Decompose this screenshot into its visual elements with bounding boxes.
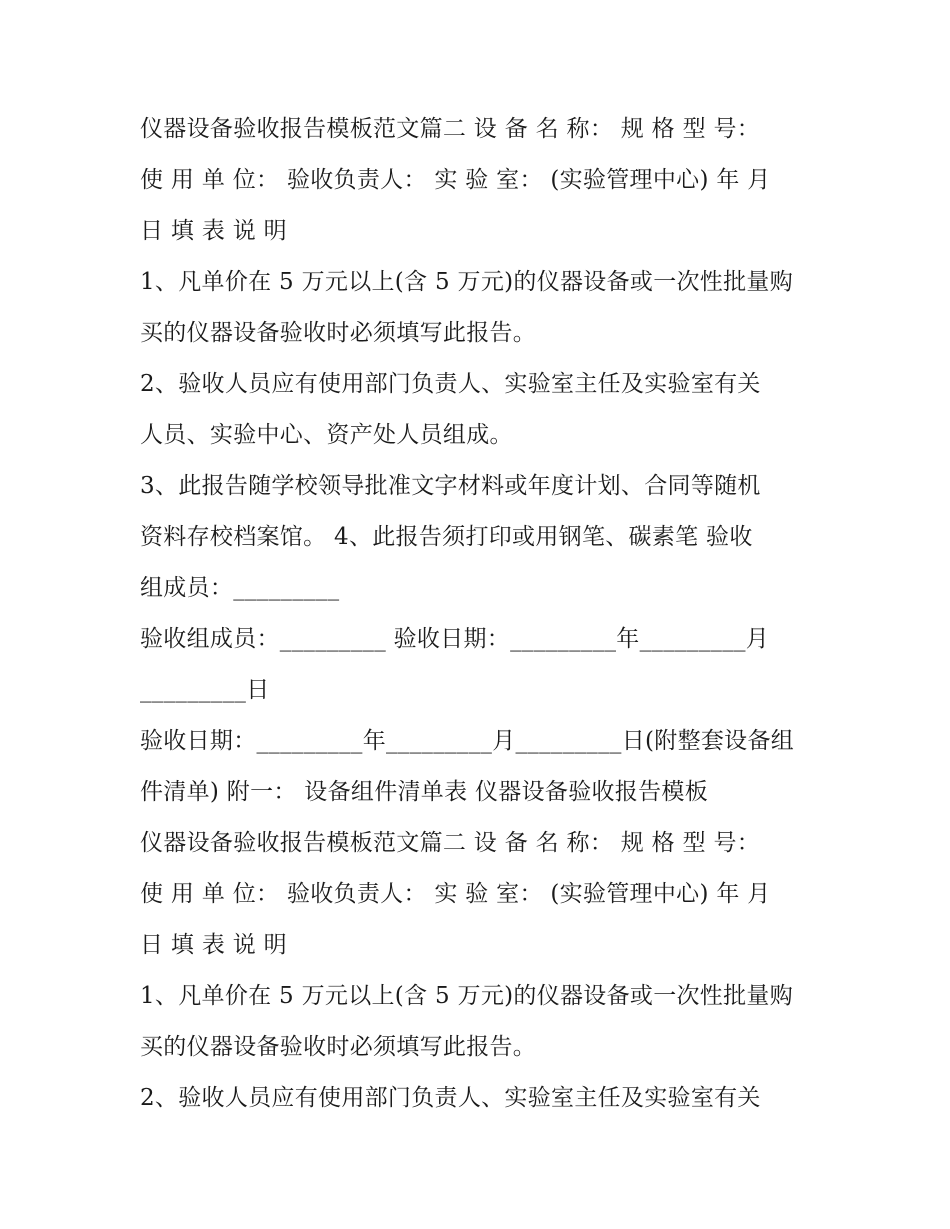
- text-line: 组成员：_________: [140, 575, 340, 601]
- text-line: 件清单) 附一： 设备组件清单表 仪器设备验收报告模板: [140, 779, 709, 805]
- text-line: _________日: [140, 677, 270, 703]
- text-line: 2、验收人员应有使用部门负责人、实验室主任及实验室有关: [140, 371, 761, 397]
- text-line: 使 用 单 位： 验收负责人： 实 验 室： (实验管理中心) 年 月: [140, 167, 771, 193]
- text-line: 仪器设备验收报告模板范文篇二 设 备 名 称： 规 格 型 号：: [140, 116, 761, 142]
- text-line: 日 填 表 说 明: [140, 218, 287, 244]
- text-line: 买的仪器设备验收时必须填写此报告。: [140, 320, 537, 346]
- document-body: [140, 104, 820, 1124]
- text-line: 买的仪器设备验收时必须填写此报告。: [140, 1034, 537, 1060]
- text-line: 验收组成员：_________ 验收日期：_________年_________月: [140, 626, 770, 652]
- text-line: 2、验收人员应有使用部门负责人、实验室主任及实验室有关: [140, 1085, 761, 1111]
- text-line: 日 填 表 说 明: [140, 932, 287, 958]
- text-line: 3、此报告随学校领导批准文字材料或年度计划、合同等随机: [140, 473, 761, 499]
- text-line: 验收日期：_________年_________月_________日(附整套设备组: [140, 728, 795, 754]
- text-line: 资料存校档案馆。 4、此报告须打印或用钢笔、碳素笔 验收: [140, 524, 753, 550]
- text-line: 1、凡单价在 5 万元以上(含 5 万元)的仪器设备或一次性批量购: [140, 983, 793, 1009]
- text-line: 使 用 单 位： 验收负责人： 实 验 室： (实验管理中心) 年 月: [140, 881, 771, 907]
- text-line: 人员、实验中心、资产处人员组成。: [140, 422, 513, 448]
- text-line: 仪器设备验收报告模板范文篇二 设 备 名 称： 规 格 型 号：: [140, 830, 761, 856]
- text-line: 1、凡单价在 5 万元以上(含 5 万元)的仪器设备或一次性批量购: [140, 269, 793, 295]
